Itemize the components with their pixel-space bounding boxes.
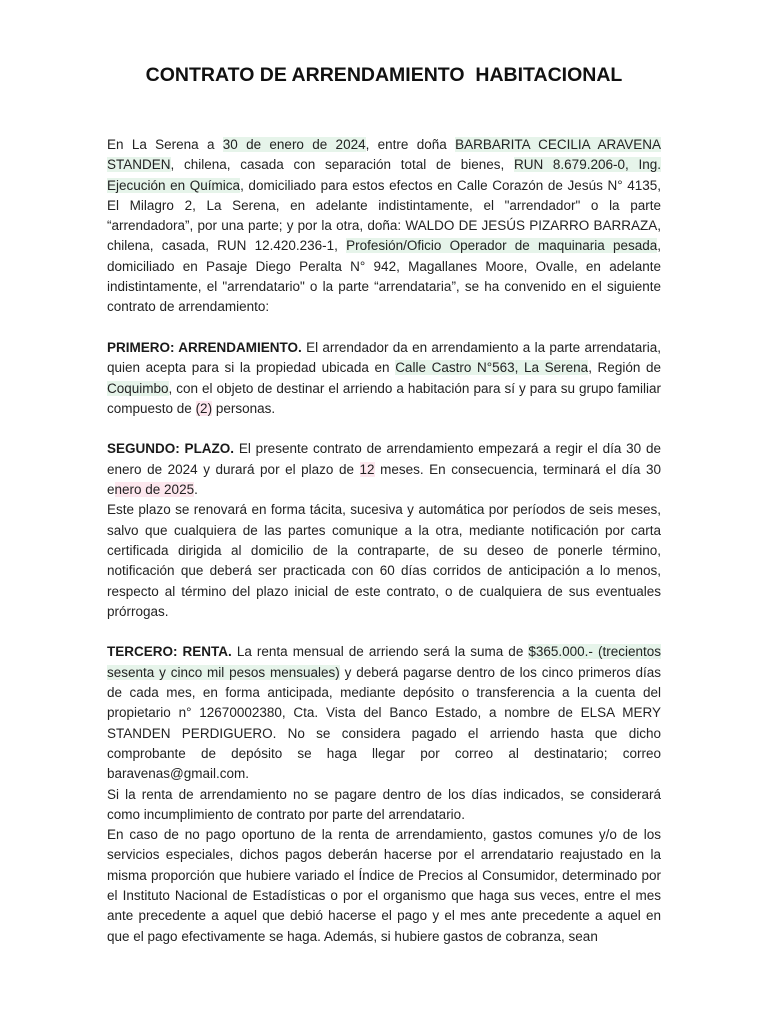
owner-name: BARBARITA CECILIA ARAVENA STANDEN [107,137,661,173]
intro-text: , chilena, casada con separación total de bienes, [170,157,514,173]
clause-text: El presente contrato de arrendamiento empezará a regir el día 30 de enero de 2024 y durará por el plazo de [107,441,661,477]
end-date: nero de 2025 [114,482,195,498]
clause-segundo [107,439,661,500]
clause-segundo-renewal: Este plazo se renovará en forma tácita, sucesiva y automática por períodos de seis meses, salvo que cualquiera de las partes comunique a la otra, mediante notificación por carta certificada dirigida al domicilio de la contraparte, de su deseo de ponerle término, notificación que deberá ser practicada con 60 días corridos de anticipación a lo menos, respecto al término del plazo inicial de este contrato, o de cualquiera de sus eventuales prórrogas. [107,502,661,619]
intro-text: , [624,157,639,173]
clause-text: meses. En consecuencia, terminará el día 30 e [107,461,661,498]
intro-text: En La Serena a [107,137,223,152]
clause-tercero [107,642,661,784]
intro-paragraph [107,135,661,318]
clause-heading: TERCERO: RENTA. [107,644,232,660]
owner-run: RUN 8.679.206-0 [513,157,625,173]
intro-text: , domiciliado en Pasaje Diego Peralta N° 942, Magallanes Moore, Ovalle, en adelante indistintamente, el "arrendatario" o la parte “arrendataria”, se ha convenido en el siguiente contrato de arrendamiento: [107,238,662,315]
rent-amount: $365.000.- (trecientos sesenta y cinco mil pesos mensuales) [107,644,661,680]
clause-tercero-nonpayment: Si la renta de arrendamiento no se pagare dentro de los días indicados, se considerará como incumplimiento de contrato por parte del arrendatario. [107,786,661,822]
clause-text: El arrendador da en arrendamiento a la parte arrendataria, quien acepta para si la propiedad ubicada en [107,339,661,376]
intro-text: , entre doña [365,137,456,152]
clause-text: La renta mensual de arriendo será la suma de [231,644,529,660]
clause-text: , Región de [588,360,661,376]
property-address: Calle Castro N°563, La Serena [395,360,589,376]
clause-text: y deberá pagarse dentro de los cinco primeros días de cada mes, en forma anticipada, mediante depósito o transferencia a la cuenta del propietario n° 12670002380, Cta. Vista del Banco Estado, a nombre de ELSA MERY STANDEN PERDIGUERO. No se considera pagado el arriendo hasta que dicho comprobante de depósito se haga llegar por correo al destinatario; correo baravenas@gmail.com. [107,664,661,782]
property-region: Coquimbo [107,380,169,396]
clause-text: personas. [212,400,276,416]
contract-date: 30 de enero de 2024 [222,137,366,152]
tenant-profession: Profesión/Oficio Operador de maquinaria pesada [346,238,658,254]
owner-profession: Ing. Ejecución en Química [107,157,661,193]
clause-tercero-late-payment: En caso de no pago oportuno de la renta de arrendamiento, gastos comunes y/o de los servicios especiales, dichos pagos deberán hacerse por el arrendatario reajustado en la misma proporción que hubiere variado el Índice de Precios al Consumidor, determinado por el Instituto Nacional de Estadísticas o por el organismo que haga sus veces, entre el mes ante precedente a aquel que debió hacerse el pago y el mes ante precedente a aquel en que el pago efectivamente se haga. Además, si hubiere gastos de cobranza, sean [107,827,661,944]
document-title: CONTRATO DE ARRENDAMIENTO HABITACIONAL [145,64,623,86]
clause-text: , con el objeto de destinar el arriendo a habitación para sí y para su grupo familiar compuesto de [107,380,661,416]
clause-primero [107,338,661,419]
document-body [107,135,661,947]
clause-text: . [194,482,198,498]
clause-heading: PRIMERO: ARRENDAMIENTO. [107,339,302,355]
term-months: 12 [359,461,375,477]
household-count: (2) [195,400,213,416]
intro-text: , domiciliado para estos efectos en Calle Corazón de Jesús N° 4135, El Milagro 2, La Serena, en adelante indistintamente, el "arrendador" o la parte “arrendadora”, por una parte; y por la otra, doña: WALDO DE JESÚS PIZARRO BARRAZA, chilena, casada, RUN 12.420.236-1, [107,177,661,254]
clause-heading: SEGUNDO: PLAZO. [107,441,235,457]
